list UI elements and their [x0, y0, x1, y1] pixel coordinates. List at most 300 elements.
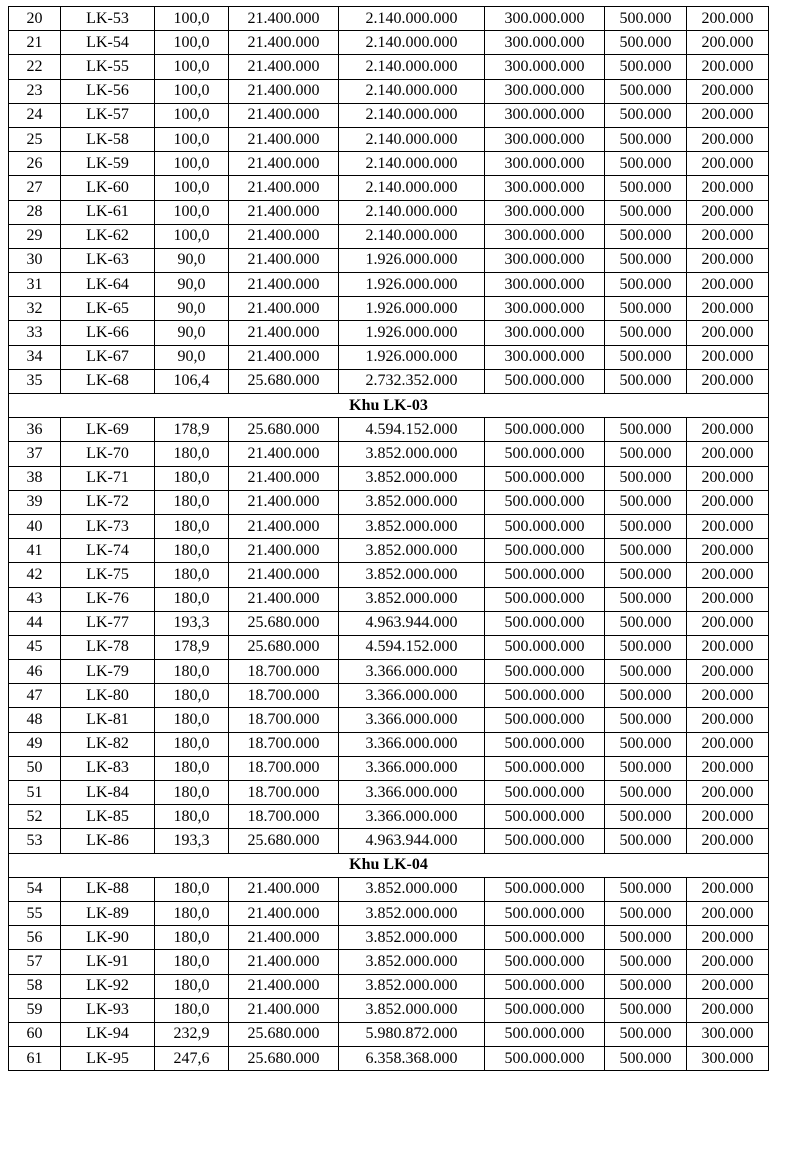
table-row [9, 176, 769, 200]
lot-code-cell: LK-54 [61, 31, 155, 55]
deposit-cell: 300.000.000 [485, 176, 605, 200]
deposit-cell: 300.000.000 [485, 31, 605, 55]
total-price-cell: 3.366.000.000 [339, 732, 485, 756]
fee-cell: 500.000 [605, 418, 687, 442]
row-number-cell: 57 [9, 950, 61, 974]
lot-code-cell: LK-55 [61, 55, 155, 79]
area-cell: 193,3 [155, 611, 229, 635]
row-number-cell: 46 [9, 660, 61, 684]
lot-code-cell: LK-72 [61, 490, 155, 514]
other-fee-cell: 200.000 [687, 442, 769, 466]
unit-price-cell: 21.400.000 [229, 31, 339, 55]
area-cell: 180,0 [155, 998, 229, 1022]
lot-code-cell: LK-61 [61, 200, 155, 224]
row-number-cell: 61 [9, 1047, 61, 1071]
lot-code-cell: LK-67 [61, 345, 155, 369]
total-price-cell: 3.852.000.000 [339, 539, 485, 563]
lot-price-table [8, 6, 769, 1071]
total-price-cell: 1.926.000.000 [339, 248, 485, 272]
total-price-cell: 3.852.000.000 [339, 926, 485, 950]
deposit-cell: 500.000.000 [485, 829, 605, 853]
area-cell: 180,0 [155, 877, 229, 901]
table-row [9, 514, 769, 538]
row-number-cell: 58 [9, 974, 61, 998]
lot-code-cell: LK-69 [61, 418, 155, 442]
fee-cell: 500.000 [605, 926, 687, 950]
table-body [9, 7, 769, 1071]
area-cell: 180,0 [155, 950, 229, 974]
section-header-label: Khu LK-03 [9, 394, 769, 418]
other-fee-cell: 200.000 [687, 635, 769, 659]
total-price-cell: 3.852.000.000 [339, 514, 485, 538]
unit-price-cell: 21.400.000 [229, 152, 339, 176]
deposit-cell: 500.000.000 [485, 635, 605, 659]
unit-price-cell: 21.400.000 [229, 55, 339, 79]
table-row [9, 660, 769, 684]
table-row [9, 345, 769, 369]
deposit-cell: 300.000.000 [485, 224, 605, 248]
total-price-cell: 2.140.000.000 [339, 79, 485, 103]
deposit-cell: 500.000.000 [485, 805, 605, 829]
fee-cell: 500.000 [605, 79, 687, 103]
other-fee-cell: 200.000 [687, 998, 769, 1022]
deposit-cell: 500.000.000 [485, 563, 605, 587]
total-price-cell: 2.140.000.000 [339, 224, 485, 248]
lot-code-cell: LK-92 [61, 974, 155, 998]
unit-price-cell: 25.680.000 [229, 611, 339, 635]
table-row [9, 466, 769, 490]
lot-code-cell: LK-75 [61, 563, 155, 587]
table-row [9, 708, 769, 732]
area-cell: 178,9 [155, 635, 229, 659]
fee-cell: 500.000 [605, 248, 687, 272]
unit-price-cell: 21.400.000 [229, 877, 339, 901]
table-row [9, 587, 769, 611]
other-fee-cell: 200.000 [687, 974, 769, 998]
table-row [9, 732, 769, 756]
deposit-cell: 500.000.000 [485, 901, 605, 925]
other-fee-cell: 200.000 [687, 7, 769, 31]
lot-code-cell: LK-77 [61, 611, 155, 635]
total-price-cell: 2.140.000.000 [339, 103, 485, 127]
deposit-cell: 500.000.000 [485, 611, 605, 635]
table-row [9, 297, 769, 321]
row-number-cell: 33 [9, 321, 61, 345]
fee-cell: 500.000 [605, 660, 687, 684]
table-row [9, 321, 769, 345]
other-fee-cell: 200.000 [687, 514, 769, 538]
fee-cell: 500.000 [605, 781, 687, 805]
row-number-cell: 38 [9, 466, 61, 490]
table-row [9, 901, 769, 925]
other-fee-cell: 200.000 [687, 176, 769, 200]
other-fee-cell: 200.000 [687, 563, 769, 587]
other-fee-cell: 200.000 [687, 297, 769, 321]
other-fee-cell: 200.000 [687, 490, 769, 514]
total-price-cell: 2.140.000.000 [339, 152, 485, 176]
row-number-cell: 27 [9, 176, 61, 200]
deposit-cell: 300.000.000 [485, 55, 605, 79]
fee-cell: 500.000 [605, 224, 687, 248]
total-price-cell: 3.366.000.000 [339, 756, 485, 780]
lot-code-cell: LK-91 [61, 950, 155, 974]
area-cell: 180,0 [155, 539, 229, 563]
fee-cell: 500.000 [605, 103, 687, 127]
area-cell: 178,9 [155, 418, 229, 442]
unit-price-cell: 21.400.000 [229, 926, 339, 950]
deposit-cell: 300.000.000 [485, 297, 605, 321]
row-number-cell: 35 [9, 369, 61, 393]
unit-price-cell: 25.680.000 [229, 635, 339, 659]
other-fee-cell: 200.000 [687, 345, 769, 369]
area-cell: 180,0 [155, 708, 229, 732]
unit-price-cell: 21.400.000 [229, 901, 339, 925]
area-cell: 90,0 [155, 345, 229, 369]
lot-code-cell: LK-53 [61, 7, 155, 31]
lot-code-cell: LK-80 [61, 684, 155, 708]
row-number-cell: 32 [9, 297, 61, 321]
lot-code-cell: LK-62 [61, 224, 155, 248]
deposit-cell: 500.000.000 [485, 442, 605, 466]
lot-code-cell: LK-83 [61, 756, 155, 780]
unit-price-cell: 21.400.000 [229, 224, 339, 248]
lot-code-cell: LK-90 [61, 926, 155, 950]
fee-cell: 500.000 [605, 732, 687, 756]
table-row [9, 950, 769, 974]
table-row [9, 248, 769, 272]
deposit-cell: 300.000.000 [485, 345, 605, 369]
lot-code-cell: LK-81 [61, 708, 155, 732]
lot-code-cell: LK-71 [61, 466, 155, 490]
total-price-cell: 6.358.368.000 [339, 1047, 485, 1071]
area-cell: 100,0 [155, 103, 229, 127]
area-cell: 180,0 [155, 974, 229, 998]
area-cell: 232,9 [155, 1022, 229, 1046]
row-number-cell: 39 [9, 490, 61, 514]
row-number-cell: 56 [9, 926, 61, 950]
lot-code-cell: LK-89 [61, 901, 155, 925]
area-cell: 100,0 [155, 55, 229, 79]
table-row [9, 1022, 769, 1046]
area-cell: 100,0 [155, 31, 229, 55]
fee-cell: 500.000 [605, 708, 687, 732]
table-row [9, 756, 769, 780]
area-cell: 180,0 [155, 732, 229, 756]
row-number-cell: 55 [9, 901, 61, 925]
deposit-cell: 500.000.000 [485, 1022, 605, 1046]
fee-cell: 500.000 [605, 200, 687, 224]
lot-code-cell: LK-73 [61, 514, 155, 538]
unit-price-cell: 21.400.000 [229, 442, 339, 466]
table-row [9, 563, 769, 587]
other-fee-cell: 200.000 [687, 732, 769, 756]
area-cell: 180,0 [155, 514, 229, 538]
area-cell: 247,6 [155, 1047, 229, 1071]
section-header-row [9, 853, 769, 877]
deposit-cell: 300.000.000 [485, 79, 605, 103]
table-row [9, 1047, 769, 1071]
fee-cell: 500.000 [605, 684, 687, 708]
lot-code-cell: LK-70 [61, 442, 155, 466]
unit-price-cell: 18.700.000 [229, 756, 339, 780]
deposit-cell: 500.000.000 [485, 369, 605, 393]
row-number-cell: 45 [9, 635, 61, 659]
lot-code-cell: LK-95 [61, 1047, 155, 1071]
area-cell: 180,0 [155, 563, 229, 587]
fee-cell: 500.000 [605, 901, 687, 925]
other-fee-cell: 200.000 [687, 926, 769, 950]
table-row [9, 442, 769, 466]
unit-price-cell: 21.400.000 [229, 998, 339, 1022]
table-row [9, 877, 769, 901]
other-fee-cell: 200.000 [687, 200, 769, 224]
fee-cell: 500.000 [605, 635, 687, 659]
area-cell: 90,0 [155, 248, 229, 272]
fee-cell: 500.000 [605, 31, 687, 55]
lot-code-cell: LK-58 [61, 127, 155, 151]
row-number-cell: 50 [9, 756, 61, 780]
deposit-cell: 500.000.000 [485, 1047, 605, 1071]
row-number-cell: 26 [9, 152, 61, 176]
deposit-cell: 500.000.000 [485, 950, 605, 974]
table-row [9, 781, 769, 805]
row-number-cell: 21 [9, 31, 61, 55]
row-number-cell: 60 [9, 1022, 61, 1046]
table-row [9, 490, 769, 514]
row-number-cell: 22 [9, 55, 61, 79]
other-fee-cell: 200.000 [687, 418, 769, 442]
deposit-cell: 300.000.000 [485, 127, 605, 151]
deposit-cell: 500.000.000 [485, 974, 605, 998]
deposit-cell: 300.000.000 [485, 103, 605, 127]
table-row [9, 152, 769, 176]
deposit-cell: 500.000.000 [485, 708, 605, 732]
unit-price-cell: 21.400.000 [229, 587, 339, 611]
row-number-cell: 28 [9, 200, 61, 224]
area-cell: 106,4 [155, 369, 229, 393]
total-price-cell: 2.140.000.000 [339, 31, 485, 55]
lot-code-cell: LK-88 [61, 877, 155, 901]
total-price-cell: 4.594.152.000 [339, 418, 485, 442]
fee-cell: 500.000 [605, 998, 687, 1022]
table-row [9, 635, 769, 659]
unit-price-cell: 18.700.000 [229, 708, 339, 732]
unit-price-cell: 21.400.000 [229, 539, 339, 563]
deposit-cell: 500.000.000 [485, 490, 605, 514]
unit-price-cell: 21.400.000 [229, 103, 339, 127]
row-number-cell: 29 [9, 224, 61, 248]
other-fee-cell: 200.000 [687, 805, 769, 829]
deposit-cell: 500.000.000 [485, 781, 605, 805]
fee-cell: 500.000 [605, 297, 687, 321]
deposit-cell: 500.000.000 [485, 877, 605, 901]
deposit-cell: 500.000.000 [485, 587, 605, 611]
total-price-cell: 3.852.000.000 [339, 950, 485, 974]
deposit-cell: 300.000.000 [485, 248, 605, 272]
area-cell: 180,0 [155, 442, 229, 466]
section-header-row [9, 394, 769, 418]
other-fee-cell: 300.000 [687, 1047, 769, 1071]
other-fee-cell: 200.000 [687, 321, 769, 345]
table-row [9, 974, 769, 998]
row-number-cell: 52 [9, 805, 61, 829]
row-number-cell: 54 [9, 877, 61, 901]
total-price-cell: 2.140.000.000 [339, 7, 485, 31]
lot-code-cell: LK-60 [61, 176, 155, 200]
total-price-cell: 3.366.000.000 [339, 684, 485, 708]
fee-cell: 500.000 [605, 152, 687, 176]
unit-price-cell: 25.680.000 [229, 418, 339, 442]
other-fee-cell: 200.000 [687, 756, 769, 780]
fee-cell: 500.000 [605, 514, 687, 538]
table-row [9, 103, 769, 127]
unit-price-cell: 18.700.000 [229, 805, 339, 829]
other-fee-cell: 200.000 [687, 248, 769, 272]
unit-price-cell: 18.700.000 [229, 732, 339, 756]
row-number-cell: 36 [9, 418, 61, 442]
table-row [9, 79, 769, 103]
other-fee-cell: 200.000 [687, 587, 769, 611]
deposit-cell: 500.000.000 [485, 732, 605, 756]
total-price-cell: 2.140.000.000 [339, 55, 485, 79]
area-cell: 100,0 [155, 7, 229, 31]
table-row [9, 55, 769, 79]
other-fee-cell: 200.000 [687, 466, 769, 490]
area-cell: 180,0 [155, 490, 229, 514]
area-cell: 100,0 [155, 127, 229, 151]
fee-cell: 500.000 [605, 369, 687, 393]
total-price-cell: 3.852.000.000 [339, 490, 485, 514]
area-cell: 180,0 [155, 805, 229, 829]
area-cell: 180,0 [155, 466, 229, 490]
total-price-cell: 3.852.000.000 [339, 587, 485, 611]
unit-price-cell: 21.400.000 [229, 950, 339, 974]
fee-cell: 500.000 [605, 273, 687, 297]
fee-cell: 500.000 [605, 7, 687, 31]
row-number-cell: 40 [9, 514, 61, 538]
fee-cell: 500.000 [605, 611, 687, 635]
table-row [9, 7, 769, 31]
table-row [9, 418, 769, 442]
unit-price-cell: 21.400.000 [229, 514, 339, 538]
other-fee-cell: 200.000 [687, 31, 769, 55]
row-number-cell: 31 [9, 273, 61, 297]
area-cell: 100,0 [155, 152, 229, 176]
row-number-cell: 37 [9, 442, 61, 466]
deposit-cell: 300.000.000 [485, 200, 605, 224]
unit-price-cell: 21.400.000 [229, 466, 339, 490]
unit-price-cell: 25.680.000 [229, 1047, 339, 1071]
area-cell: 90,0 [155, 297, 229, 321]
unit-price-cell: 21.400.000 [229, 79, 339, 103]
deposit-cell: 500.000.000 [485, 514, 605, 538]
area-cell: 100,0 [155, 224, 229, 248]
lot-code-cell: LK-93 [61, 998, 155, 1022]
row-number-cell: 47 [9, 684, 61, 708]
total-price-cell: 3.366.000.000 [339, 708, 485, 732]
other-fee-cell: 200.000 [687, 273, 769, 297]
row-number-cell: 25 [9, 127, 61, 151]
total-price-cell: 4.594.152.000 [339, 635, 485, 659]
lot-code-cell: LK-68 [61, 369, 155, 393]
row-number-cell: 20 [9, 7, 61, 31]
fee-cell: 500.000 [605, 1022, 687, 1046]
total-price-cell: 4.963.944.000 [339, 829, 485, 853]
lot-code-cell: LK-59 [61, 152, 155, 176]
table-row [9, 31, 769, 55]
total-price-cell: 2.140.000.000 [339, 176, 485, 200]
row-number-cell: 44 [9, 611, 61, 635]
total-price-cell: 3.852.000.000 [339, 974, 485, 998]
total-price-cell: 3.852.000.000 [339, 563, 485, 587]
fee-cell: 500.000 [605, 127, 687, 151]
row-number-cell: 49 [9, 732, 61, 756]
other-fee-cell: 200.000 [687, 901, 769, 925]
unit-price-cell: 21.400.000 [229, 490, 339, 514]
total-price-cell: 2.732.352.000 [339, 369, 485, 393]
area-cell: 180,0 [155, 781, 229, 805]
other-fee-cell: 200.000 [687, 611, 769, 635]
other-fee-cell: 200.000 [687, 224, 769, 248]
row-number-cell: 42 [9, 563, 61, 587]
row-number-cell: 34 [9, 345, 61, 369]
table-row [9, 684, 769, 708]
other-fee-cell: 200.000 [687, 829, 769, 853]
lot-code-cell: LK-63 [61, 248, 155, 272]
lot-code-cell: LK-84 [61, 781, 155, 805]
area-cell: 100,0 [155, 79, 229, 103]
table-row [9, 127, 769, 151]
total-price-cell: 3.852.000.000 [339, 998, 485, 1022]
total-price-cell: 2.140.000.000 [339, 127, 485, 151]
total-price-cell: 1.926.000.000 [339, 273, 485, 297]
other-fee-cell: 200.000 [687, 55, 769, 79]
fee-cell: 500.000 [605, 877, 687, 901]
unit-price-cell: 18.700.000 [229, 660, 339, 684]
row-number-cell: 23 [9, 79, 61, 103]
deposit-cell: 500.000.000 [485, 756, 605, 780]
area-cell: 180,0 [155, 901, 229, 925]
deposit-cell: 300.000.000 [485, 273, 605, 297]
table-row [9, 611, 769, 635]
fee-cell: 500.000 [605, 974, 687, 998]
fee-cell: 500.000 [605, 587, 687, 611]
fee-cell: 500.000 [605, 805, 687, 829]
fee-cell: 500.000 [605, 1047, 687, 1071]
deposit-cell: 500.000.000 [485, 684, 605, 708]
table-row [9, 805, 769, 829]
unit-price-cell: 25.680.000 [229, 829, 339, 853]
total-price-cell: 3.366.000.000 [339, 781, 485, 805]
row-number-cell: 53 [9, 829, 61, 853]
lot-code-cell: LK-85 [61, 805, 155, 829]
unit-price-cell: 18.700.000 [229, 781, 339, 805]
deposit-cell: 500.000.000 [485, 418, 605, 442]
unit-price-cell: 18.700.000 [229, 684, 339, 708]
table-row [9, 273, 769, 297]
lot-code-cell: LK-76 [61, 587, 155, 611]
lot-code-cell: LK-94 [61, 1022, 155, 1046]
total-price-cell: 3.852.000.000 [339, 901, 485, 925]
table-row [9, 200, 769, 224]
area-cell: 90,0 [155, 273, 229, 297]
other-fee-cell: 200.000 [687, 152, 769, 176]
deposit-cell: 500.000.000 [485, 926, 605, 950]
row-number-cell: 51 [9, 781, 61, 805]
other-fee-cell: 200.000 [687, 708, 769, 732]
lot-code-cell: LK-64 [61, 273, 155, 297]
fee-cell: 500.000 [605, 490, 687, 514]
